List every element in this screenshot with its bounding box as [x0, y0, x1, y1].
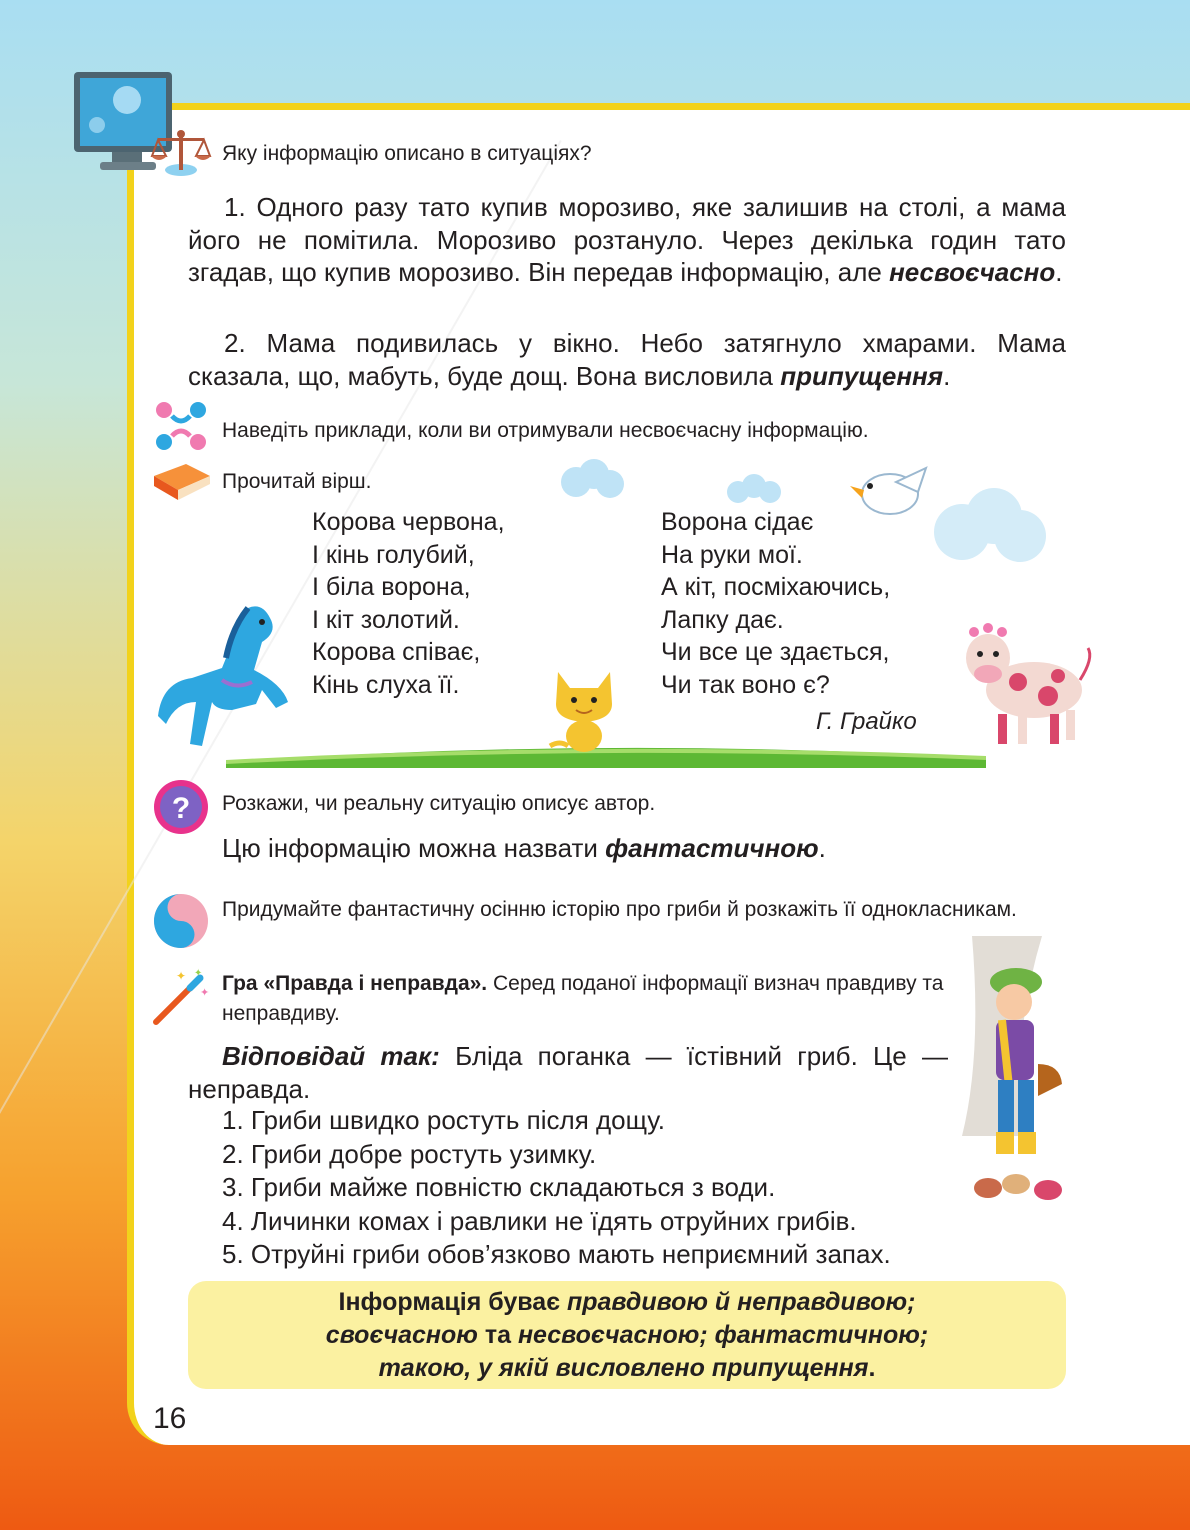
p2-emphasis: припущення [780, 360, 944, 391]
statement-text: Цю інформацію можна назвати [222, 833, 606, 863]
list-item: 5. Отруйні гриби обов’язково мають неприємний запах. [222, 1239, 891, 1269]
svg-text:?: ? [171, 792, 191, 825]
task1-question: Яку інформацію описано в ситуаціях? [222, 142, 592, 165]
summary-emphasis: своєчасною [325, 1321, 478, 1349]
cloud-icon-large [928, 486, 1048, 568]
summary-line-1 [188, 1286, 1066, 1319]
poem-line: І біла ворона, [312, 573, 471, 602]
p2-end: . [943, 360, 951, 391]
task4-text: Розкажи, чи реальну ситуацію описує автор. [222, 792, 656, 815]
golden-cat-icon [546, 664, 622, 754]
poem-line: Корова співає, [312, 638, 481, 667]
list-item: 3. Гриби майже повністю складаються з води. [222, 1172, 776, 1202]
task1-paragraph-2 [188, 327, 1066, 392]
poem-line: Кінь слуха її. [312, 670, 460, 699]
poem-line: Лапку дає. [661, 605, 784, 634]
svg-text:✦: ✦ [200, 987, 210, 999]
svg-text:✦: ✦ [176, 969, 187, 983]
list-item: 2. Гриби добре ростуть узимку. [222, 1138, 597, 1169]
list-item: 1. Гриби швидко ростуть після дощу. [222, 1105, 665, 1135]
p1-end: . [1055, 257, 1063, 287]
group-work-icon [150, 396, 212, 456]
statements-list [222, 1104, 891, 1272]
task5-text: Придумайте фантастичну осінню історію про гриби й розкажіть її однокласникам. [222, 898, 1017, 921]
task4-statement [222, 831, 826, 865]
statement-end: . [818, 833, 826, 863]
blue-horse-icon [152, 598, 302, 750]
summary-text: . [868, 1354, 876, 1382]
poem-line: Чи все це здається, [661, 638, 890, 667]
summary-emphasis: несвоєчасною; фантастичною; [517, 1321, 929, 1349]
answer-example [188, 1040, 948, 1105]
poem-line: А кіт, посміхаючись, [661, 573, 891, 602]
summary-emphasis: правдивою й неправдивою; [566, 1288, 916, 1316]
poem-line: На руки мої. [661, 540, 803, 569]
game-title: Гра «Правда і неправда». [222, 972, 488, 995]
magic-wand-icon [150, 966, 212, 1026]
svg-text:✦: ✦ [194, 968, 203, 979]
statement-emphasis: фантастичною [605, 833, 819, 863]
poem-line: І кіт золотий. [312, 605, 460, 634]
summary-text: Інформація буває [338, 1288, 567, 1316]
list-item: 4. Личинки комах і равлики не їдять отруйних грибів. [222, 1205, 857, 1236]
poem-left-column [312, 506, 505, 702]
task1-paragraph-1 [188, 191, 1066, 289]
p2-text: 2. Мама подивилась у вікно. Небо затягнуло хмарами. Мама сказала, що, мабуть, буде дощ. Вона висловила [188, 328, 1066, 391]
p1-emphasis: несвоєчасно [889, 257, 1056, 287]
pair-work-icon [152, 892, 210, 950]
answer-label: Відповідай так: [222, 1041, 440, 1071]
poem-line: Чи так воно є? [661, 670, 830, 699]
summary-box [188, 1281, 1066, 1389]
task2-text: Наведіть приклади, коли ви отримували несвоєчасну інформацію. [222, 419, 869, 442]
answer-text: Бліда поганка — їстівний гриб. Це — неправда. [188, 1041, 948, 1104]
poem-line: Ворона сідає [661, 508, 814, 536]
poem-author: Г. Грайко [816, 708, 917, 735]
summary-line-2 [188, 1319, 1066, 1352]
summary-text: та [477, 1321, 518, 1349]
summary-emphasis: такою, у якій висловлено припущення [378, 1354, 869, 1382]
task6-instruction [222, 969, 952, 1029]
task3-text: Прочитай вірш. [222, 470, 372, 493]
red-cow-icon [958, 618, 1098, 750]
poem-line: І кінь голубий, [312, 540, 475, 569]
poem-right-column [661, 506, 890, 702]
scales-icon [150, 126, 212, 180]
page-number: 16 [153, 1402, 187, 1435]
boy-with-basket-icon [952, 936, 1080, 1218]
book-icon [150, 462, 212, 502]
cloud-icon-small [722, 474, 786, 504]
summary-line-3 [188, 1352, 1066, 1385]
p1-text: 1. Одного разу тато купив морозиво, яке залишив на столі, а мама його не помітила. Морозиво розтануло. Через декілька годин тато згадав, що купив морозиво. Він передав інформацію, але [188, 192, 1066, 287]
cloud-icon [556, 458, 626, 500]
question-icon [152, 778, 210, 836]
game-text: Серед поданої інформації визнач правдиву та неправдиву. [222, 972, 944, 1025]
poem-line: Корова червона, [312, 508, 505, 536]
